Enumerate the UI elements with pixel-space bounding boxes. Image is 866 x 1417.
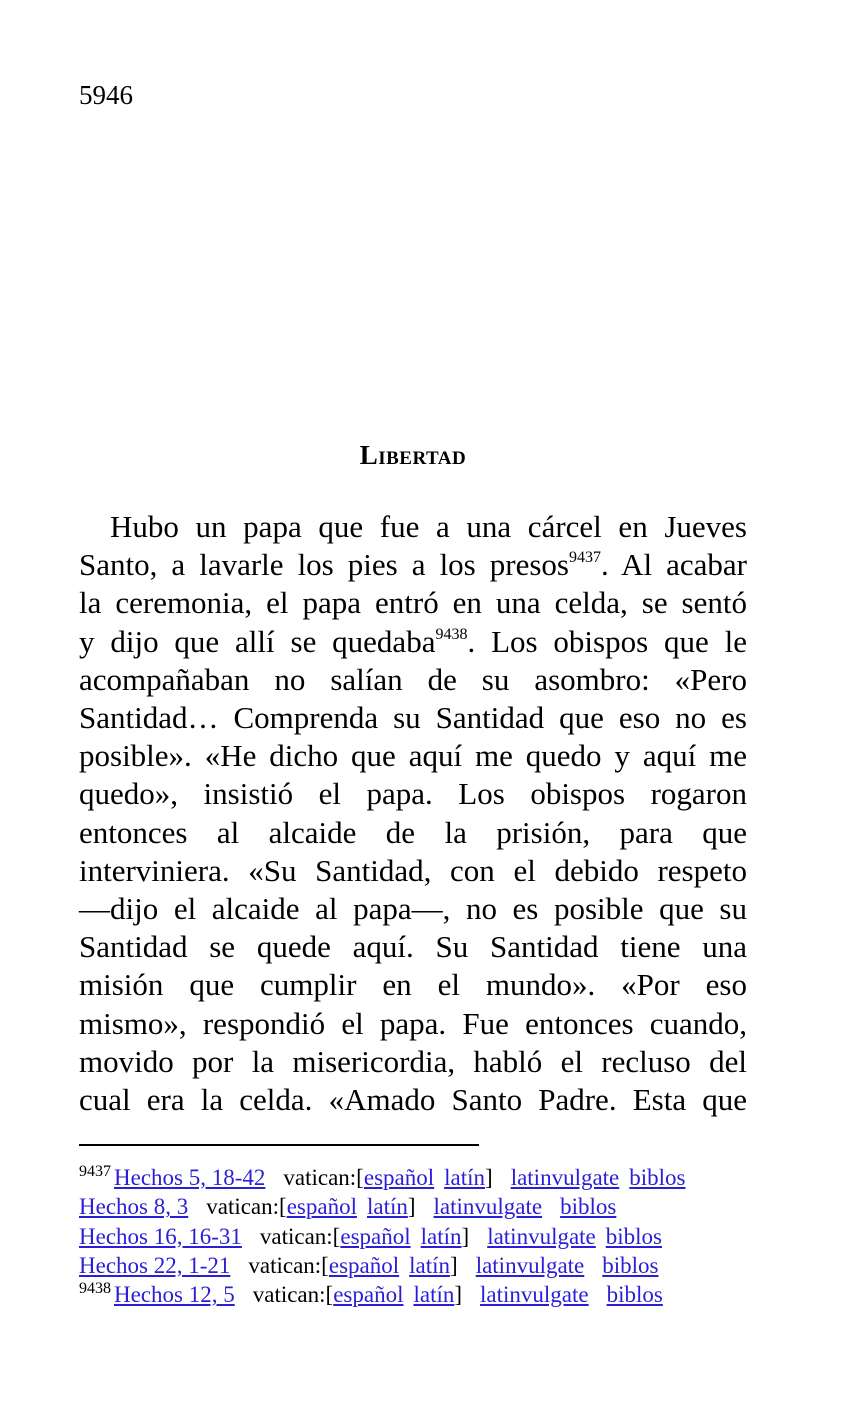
latinvulgate-link[interactable]: latinvulgate (487, 1223, 596, 1249)
bracket-close: ] (461, 1223, 470, 1249)
body-line: cual era la celda. «Amado Santo Padre. Esta que (79, 1082, 747, 1118)
biblos-link[interactable]: biblos (602, 1252, 659, 1278)
vatican-label: vatican:[ (259, 1223, 341, 1249)
biblos-link[interactable]: biblos (605, 1223, 662, 1249)
latin-link[interactable]: latín (444, 1165, 486, 1190)
footnote-row (79, 1280, 759, 1309)
scripture-ref-link[interactable]: Hechos 22, 1-21 (79, 1252, 231, 1278)
bracket-close: ] (485, 1165, 493, 1190)
latinvulgate-link[interactable]: latinvulgate (433, 1194, 543, 1220)
bracket-close: ] (454, 1282, 463, 1308)
espanol-link[interactable]: español (286, 1194, 357, 1220)
body-line: interviniera. «Su Santidad, con el debido respeto (79, 852, 747, 888)
body-line: —dijo el alcaide al papa—, no es posible que su (79, 891, 747, 927)
espanol-link[interactable]: español (328, 1252, 400, 1278)
scripture-ref-link[interactable]: Hechos 8, 3 (79, 1194, 189, 1220)
latinvulgate-link[interactable]: latinvulgate (510, 1165, 620, 1190)
footnotes (79, 1163, 759, 1309)
body-line: Santidad… Comprenda su Santidad que eso no es (79, 700, 747, 736)
body-line: quedo», insistió el papa. Los obispos rogaron (79, 776, 747, 812)
latin-link[interactable]: latín (420, 1223, 462, 1249)
body-paragraph (79, 508, 747, 1119)
body-line: Hubo un papa que fue a una cárcel en Jueves (110, 509, 747, 544)
body-line: misión que cumplir en el mundo». «Por eso (79, 967, 747, 1003)
footnote-row (79, 1251, 759, 1280)
biblos-link[interactable]: biblos (606, 1282, 663, 1308)
footnote-ref[interactable]: 9437 (569, 549, 601, 567)
espanol-link[interactable]: español (333, 1282, 404, 1308)
footnote-number: 9437 (79, 1163, 111, 1180)
scripture-ref-link[interactable]: Hechos 12, 5 (114, 1282, 235, 1308)
footnote-row (79, 1192, 759, 1221)
body-line: Santidad se quede aquí. Su Santidad tiene una (79, 929, 747, 965)
body-line: acompañaban no salían de su asombro: «Pero (79, 661, 747, 697)
body-line: posible». «He dicho que aquí me quedo y aquí me (79, 738, 747, 774)
body-line: mismo», respondió el papa. Fue entonces cuando, (79, 1005, 747, 1041)
body-line: la ceremonia, el papa entró en una celda, se sentó (79, 585, 747, 621)
page-number: 5946 (79, 80, 133, 110)
latinvulgate-link[interactable]: latinvulgate (480, 1282, 589, 1308)
scripture-ref-link[interactable]: Hechos 16, 16-31 (79, 1223, 242, 1249)
vatican-label: vatican:[ (248, 1252, 329, 1278)
biblos-link[interactable]: biblos (560, 1194, 617, 1220)
body-line: movido por la misericordia, habló el recluso del (79, 1043, 747, 1079)
vatican-label: vatican:[ (206, 1194, 287, 1220)
latin-link[interactable]: latín (409, 1252, 451, 1278)
latinvulgate-link[interactable]: latinvulgate (475, 1252, 585, 1278)
bracket-close: ] (407, 1194, 416, 1220)
chapter-title: Libertad (359, 440, 467, 470)
latin-link[interactable]: latín (413, 1282, 455, 1308)
footnote-ref[interactable]: 9438 (435, 625, 468, 643)
body-line: entonces al alcaide de la prisión, para que (79, 814, 747, 850)
latin-link[interactable]: latín (366, 1194, 408, 1220)
biblos-link[interactable]: biblos (629, 1165, 686, 1190)
espanol-link[interactable]: español (363, 1165, 435, 1190)
bracket-close: ] (450, 1252, 458, 1278)
vatican-label: vatican:[ (252, 1282, 334, 1308)
body-line: y dijo que allí se quedaba$^{9438}$. Los obispos que le (79, 623, 748, 659)
footnote-number: 9438 (79, 1280, 111, 1298)
footnote-row (79, 1222, 759, 1251)
vatican-label: vatican:[ (283, 1165, 364, 1190)
scripture-ref-link[interactable]: Hechos 5, 18-42 (114, 1165, 266, 1190)
espanol-link[interactable]: español (340, 1223, 411, 1249)
body-line: Santo, a lavarle los pies a los presos$^{9437}$. Al acabar (79, 547, 747, 583)
footnote-divider (79, 1144, 479, 1146)
footnote-row (79, 1163, 759, 1192)
